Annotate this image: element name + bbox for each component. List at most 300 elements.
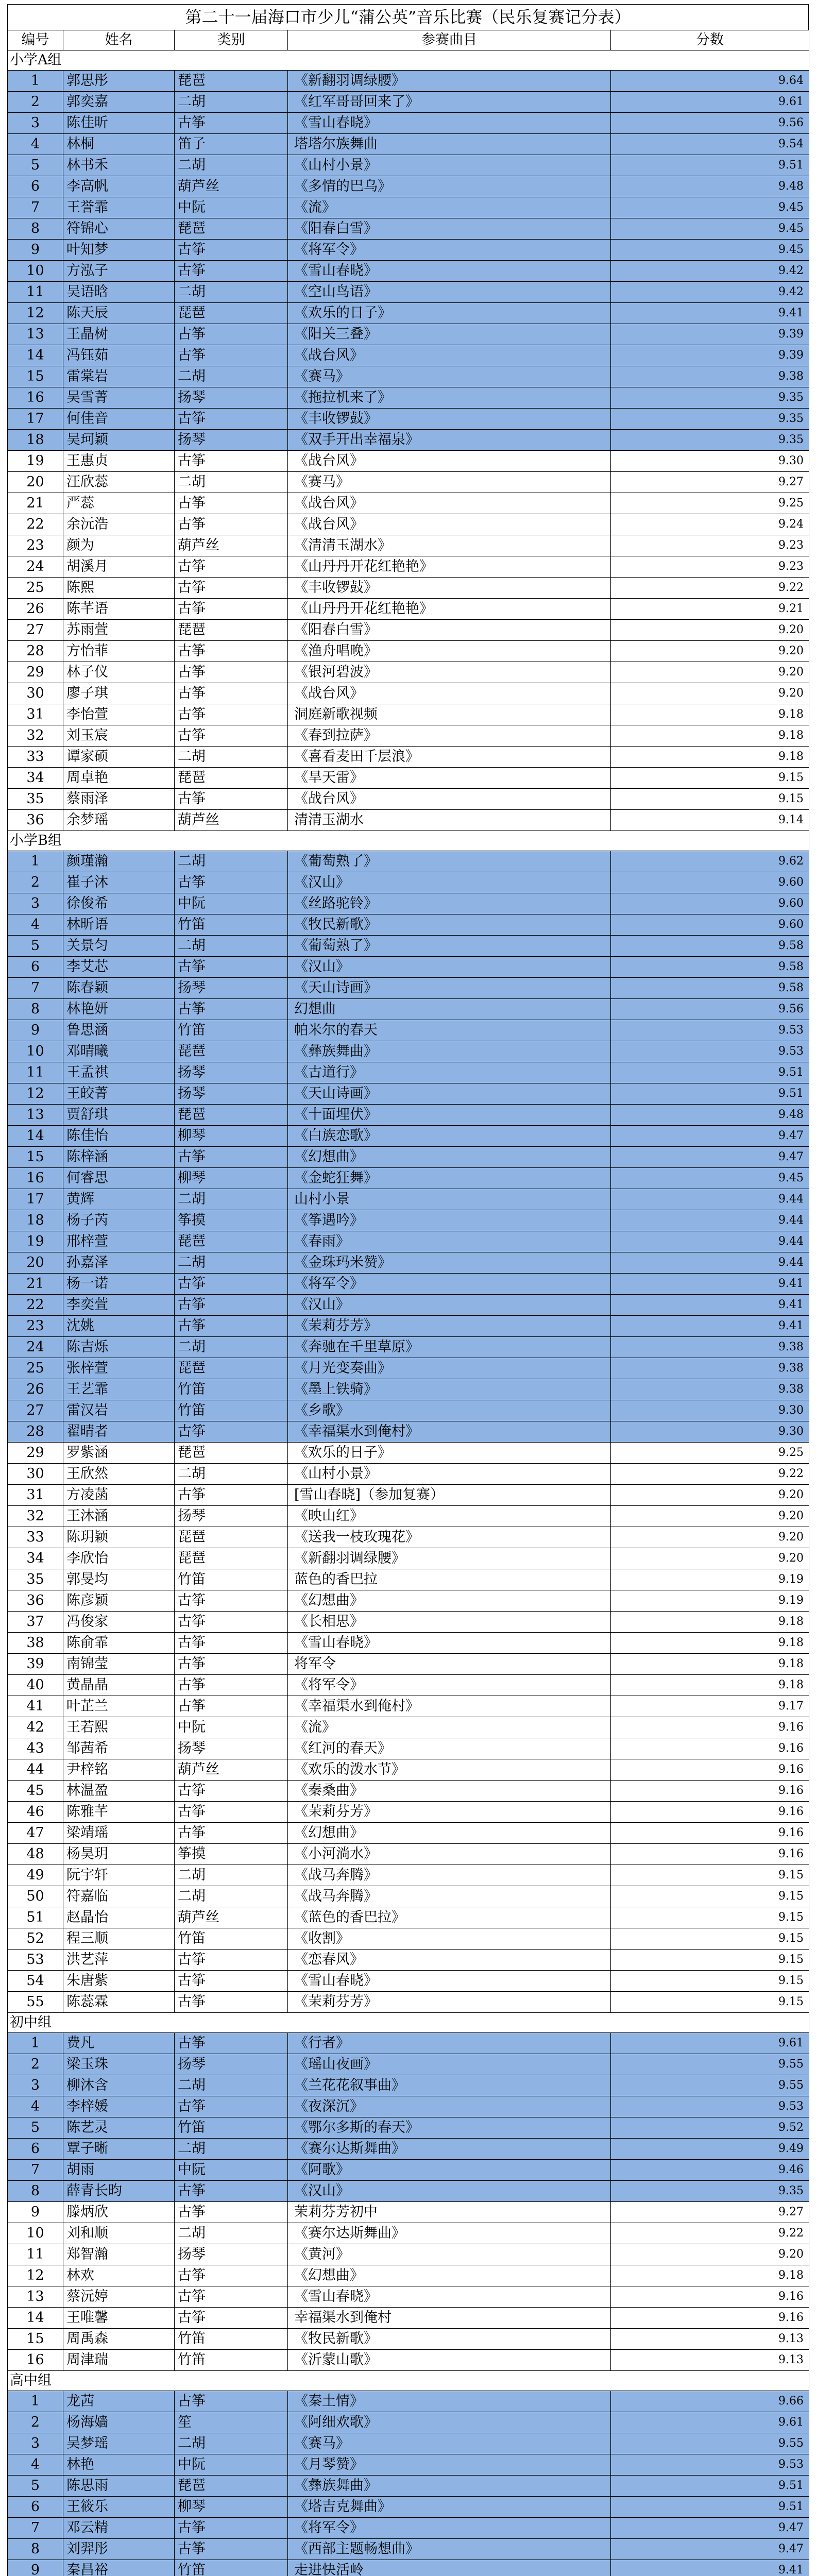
- score-value: 9.20: [611, 1548, 809, 1569]
- entry-number: 25: [8, 578, 63, 599]
- contestant-name: 吴语晗: [63, 282, 175, 303]
- score-value: 9.64: [611, 71, 809, 92]
- table-row: [8, 1717, 809, 1738]
- piece-title: 《汉山》: [288, 2181, 611, 2202]
- score-value: 9.45: [611, 240, 809, 261]
- entry-number: 12: [8, 2265, 63, 2286]
- score-value: 9.23: [611, 535, 809, 556]
- instrument-type: 古筝: [175, 1781, 288, 1802]
- contestant-name: 陈天辰: [63, 303, 175, 324]
- entry-number: 7: [8, 978, 63, 999]
- entry-number: 14: [8, 1126, 63, 1147]
- piece-title: 《阿细欢歌》: [288, 2412, 611, 2433]
- table-row: [8, 1400, 809, 1421]
- table-row: [8, 2350, 809, 2371]
- contestant-name: 林桐: [63, 134, 175, 155]
- score-value: 9.16: [611, 1802, 809, 1823]
- score-value: 9.13: [611, 2350, 809, 2371]
- table-row: [8, 2433, 809, 2454]
- contestant-name: 王沐涵: [63, 1506, 175, 1527]
- piece-title: 《葡萄熟了》: [288, 851, 611, 872]
- instrument-type: 扬琴: [175, 430, 288, 451]
- instrument-type: 古筝: [175, 872, 288, 893]
- table-row: [8, 1274, 809, 1295]
- piece-title: 《山丹丹开花红艳艳》: [288, 599, 611, 620]
- piece-title: 《收割》: [288, 1928, 611, 1950]
- group-title: 高中组: [8, 2371, 809, 2391]
- instrument-type: 二胡: [175, 851, 288, 872]
- piece-title: 《将军令》: [288, 1675, 611, 1696]
- entry-number: 9: [8, 2560, 63, 2576]
- entry-number: 27: [8, 620, 63, 641]
- table-row: [8, 1020, 809, 1041]
- table-row: [8, 599, 809, 620]
- entry-number: 20: [8, 472, 63, 493]
- entry-number: 51: [8, 1907, 63, 1928]
- entry-number: 18: [8, 1210, 63, 1231]
- piece-title: 《春到拉萨》: [288, 725, 611, 747]
- entry-number: 31: [8, 704, 63, 725]
- instrument-type: 扬琴: [175, 1506, 288, 1527]
- piece-title: 《彝族舞曲》: [288, 2476, 611, 2497]
- table-row: [8, 1421, 809, 1443]
- score-value: 9.15: [611, 1865, 809, 1886]
- instrument-type: 古筝: [175, 1316, 288, 1337]
- score-value: 9.15: [611, 789, 809, 810]
- contestant-name: 覃子晰: [63, 2139, 175, 2160]
- table-row: [8, 303, 809, 324]
- contestant-name: 吴梦瑶: [63, 2433, 175, 2454]
- score-value: 9.14: [611, 810, 809, 831]
- instrument-type: 古筝: [175, 957, 288, 978]
- score-value: 9.38: [611, 366, 809, 387]
- entry-number: 3: [8, 893, 63, 914]
- contestant-name: 王誉霏: [63, 197, 175, 218]
- table-row: [8, 535, 809, 556]
- piece-title: 幸福渠水到俺村: [288, 2308, 611, 2329]
- instrument-type: 古筝: [175, 1971, 288, 1992]
- score-value: 9.16: [611, 1781, 809, 1802]
- instrument-type: 柳琴: [175, 1168, 288, 1189]
- score-value: 9.61: [611, 2033, 809, 2054]
- score-value: 9.44: [611, 1231, 809, 1252]
- piece-title: 《雪山春晓》: [288, 2286, 611, 2308]
- entry-number: 33: [8, 1527, 63, 1548]
- instrument-type: 琵琶: [175, 1105, 288, 1126]
- table-row: [8, 1738, 809, 1759]
- score-value: 9.53: [611, 1020, 809, 1041]
- score-value: 9.18: [611, 2265, 809, 2286]
- contestant-name: 陈玥颖: [63, 1527, 175, 1548]
- contestant-name: 林书禾: [63, 155, 175, 176]
- entry-number: 15: [8, 366, 63, 387]
- instrument-type: 古筝: [175, 2202, 288, 2223]
- piece-title: 《幸福渠水到俺村》: [288, 1421, 611, 1443]
- score-value: 9.60: [611, 872, 809, 893]
- piece-title: 《幻想曲》: [288, 1823, 611, 1844]
- entry-number: 28: [8, 1421, 63, 1443]
- entry-number: 1: [8, 71, 63, 92]
- instrument-type: 竹笛: [175, 914, 288, 936]
- entry-number: 9: [8, 2202, 63, 2223]
- table-row: [8, 914, 809, 936]
- score-value: 9.25: [611, 493, 809, 514]
- instrument-type: 古筝: [175, 1485, 288, 1506]
- contestant-name: 李奕萱: [63, 1295, 175, 1316]
- table-row: [8, 2244, 809, 2265]
- score-value: 9.58: [611, 957, 809, 978]
- entry-number: 12: [8, 303, 63, 324]
- piece-title: 《战台风》: [288, 345, 611, 366]
- score-value: 9.48: [611, 1105, 809, 1126]
- entry-number: 5: [8, 2476, 63, 2497]
- score-value: 9.15: [611, 1950, 809, 1971]
- contestant-name: 刘羿彤: [63, 2539, 175, 2560]
- score-value: 9.39: [611, 324, 809, 345]
- entry-number: 2: [8, 92, 63, 113]
- entry-number: 37: [8, 1612, 63, 1633]
- instrument-type: 二胡: [175, 366, 288, 387]
- table-row: [8, 957, 809, 978]
- score-value: 9.53: [611, 2454, 809, 2476]
- instrument-type: 古筝: [175, 1802, 288, 1823]
- piece-title: 《赛尔达斯舞曲》: [288, 2223, 611, 2244]
- piece-title: 《金珠玛米赞》: [288, 1252, 611, 1274]
- header-type: 类别: [175, 30, 288, 50]
- instrument-type: 古筝: [175, 2518, 288, 2539]
- contestant-name: 邓云精: [63, 2518, 175, 2539]
- contestant-name: 秦昌裕: [63, 2560, 175, 2576]
- score-value: 9.38: [611, 1358, 809, 1379]
- entry-number: 5: [8, 936, 63, 957]
- entry-number: 3: [8, 2433, 63, 2454]
- piece-title: 走进快活岭: [288, 2560, 611, 2576]
- score-value: 9.66: [611, 2391, 809, 2412]
- instrument-type: 古筝: [175, 683, 288, 704]
- contestant-name: 朱唐紫: [63, 1971, 175, 1992]
- piece-title: 《将军令》: [288, 2518, 611, 2539]
- instrument-type: 扬琴: [175, 1062, 288, 1083]
- table-row: [8, 1907, 809, 1928]
- instrument-type: 琵琶: [175, 303, 288, 324]
- contestant-name: 胡雨: [63, 2160, 175, 2181]
- entry-number: 11: [8, 2244, 63, 2265]
- piece-title: 《将军令》: [288, 240, 611, 261]
- piece-title: 茉莉芬芳初中: [288, 2202, 611, 2223]
- entry-number: 30: [8, 683, 63, 704]
- score-value: 9.16: [611, 1759, 809, 1781]
- instrument-type: 柳琴: [175, 2497, 288, 2518]
- score-value: 9.23: [611, 556, 809, 578]
- score-value: 9.51: [611, 155, 809, 176]
- instrument-type: 葫芦丝: [175, 1759, 288, 1781]
- table-row: [8, 747, 809, 768]
- entry-number: 10: [8, 2223, 63, 2244]
- instrument-type: 琵琶: [175, 768, 288, 789]
- table-row: [8, 1358, 809, 1379]
- score-value: 9.20: [611, 683, 809, 704]
- table-row: [8, 1590, 809, 1612]
- piece-title: 《幻想曲》: [288, 1147, 611, 1168]
- table-row: [8, 2054, 809, 2075]
- table-row: [8, 1168, 809, 1189]
- table-row: [8, 1612, 809, 1633]
- piece-title: 《欢乐的泼水节》: [288, 1759, 611, 1781]
- table-row: [8, 2139, 809, 2160]
- piece-title: 《汉山》: [288, 1295, 611, 1316]
- table-row: [8, 472, 809, 493]
- table-row: [8, 1633, 809, 1654]
- score-value: 9.44: [611, 1252, 809, 1274]
- table-row: [8, 810, 809, 831]
- table-row: [8, 1950, 809, 1971]
- contestant-name: 严蕊: [63, 493, 175, 514]
- score-value: 9.52: [611, 2117, 809, 2139]
- entry-number: 7: [8, 2518, 63, 2539]
- group-header-row: [8, 831, 809, 851]
- instrument-type: 二胡: [175, 2075, 288, 2096]
- table-row: [8, 851, 809, 872]
- piece-title: 《葡萄熟了》: [288, 936, 611, 957]
- score-value: 9.13: [611, 2329, 809, 2350]
- contestant-name: 陈蕊霖: [63, 1992, 175, 2013]
- entry-number: 12: [8, 1083, 63, 1105]
- contestant-name: 陈春颖: [63, 978, 175, 999]
- contestant-name: 陈思雨: [63, 2476, 175, 2497]
- entry-number: 2: [8, 2054, 63, 2075]
- contestant-name: 薛青长昀: [63, 2181, 175, 2202]
- entry-number: 6: [8, 2497, 63, 2518]
- instrument-type: 古筝: [175, 1654, 288, 1675]
- score-value: 9.18: [611, 725, 809, 747]
- entry-number: 39: [8, 1654, 63, 1675]
- entry-number: 32: [8, 725, 63, 747]
- score-value: 9.42: [611, 261, 809, 282]
- table-row: [8, 1759, 809, 1781]
- score-value: 9.15: [611, 768, 809, 789]
- instrument-type: 古筝: [175, 514, 288, 535]
- instrument-type: 古筝: [175, 2539, 288, 2560]
- table-row: [8, 71, 809, 92]
- piece-title: 《阿歌》: [288, 2160, 611, 2181]
- table-row: [8, 324, 809, 345]
- piece-title: 《映山红》: [288, 1506, 611, 1527]
- instrument-type: 二胡: [175, 747, 288, 768]
- entry-number: 38: [8, 1633, 63, 1654]
- piece-title: 《战台风》: [288, 789, 611, 810]
- piece-title: 《行者》: [288, 2033, 611, 2054]
- contestant-name: 陈佳怡: [63, 1126, 175, 1147]
- score-value: 9.47: [611, 2539, 809, 2560]
- piece-title: 《丰收锣鼓》: [288, 409, 611, 430]
- contestant-name: 邓晴曦: [63, 1041, 175, 1062]
- entry-number: 55: [8, 1992, 63, 2013]
- instrument-type: 琵琶: [175, 1548, 288, 1569]
- piece-title: 《欢乐的日子》: [288, 303, 611, 324]
- score-value: 9.16: [611, 1717, 809, 1738]
- score-value: 9.16: [611, 1823, 809, 1844]
- piece-title: 《赛尔达斯舞曲》: [288, 2139, 611, 2160]
- instrument-type: 竹笛: [175, 2560, 288, 2576]
- score-value: 9.46: [611, 2160, 809, 2181]
- instrument-type: 琵琶: [175, 1231, 288, 1252]
- contestant-name: 李高帆: [63, 176, 175, 197]
- score-value: 9.30: [611, 451, 809, 472]
- table-row: [8, 430, 809, 451]
- entry-number: 14: [8, 345, 63, 366]
- piece-title: 《喜看麦田千层浪》: [288, 747, 611, 768]
- piece-title: 《彝族舞曲》: [288, 1041, 611, 1062]
- entry-number: 4: [8, 2454, 63, 2476]
- table-row: [8, 704, 809, 725]
- table-row: [8, 366, 809, 387]
- entry-number: 4: [8, 914, 63, 936]
- table-row: [8, 2286, 809, 2308]
- contestant-name: 冯钰茹: [63, 345, 175, 366]
- score-value: 9.15: [611, 1907, 809, 1928]
- table-row: [8, 978, 809, 999]
- piece-title: 《月琴赞》: [288, 2454, 611, 2476]
- contestant-name: 蔡沅婷: [63, 2286, 175, 2308]
- instrument-type: 二胡: [175, 92, 288, 113]
- entry-number: 7: [8, 197, 63, 218]
- entry-number: 3: [8, 2075, 63, 2096]
- contestant-name: 鲁思涵: [63, 1020, 175, 1041]
- table-row: [8, 1654, 809, 1675]
- piece-title: 《蓝色的香巴拉》: [288, 1907, 611, 1928]
- piece-title: 《战马奔腾》: [288, 1865, 611, 1886]
- piece-title: 《流》: [288, 197, 611, 218]
- contestant-name: 陈雅芊: [63, 1802, 175, 1823]
- contestant-name: 王晶树: [63, 324, 175, 345]
- score-value: 9.41: [611, 1295, 809, 1316]
- instrument-type: 古筝: [175, 704, 288, 725]
- table-row: [8, 1992, 809, 2013]
- table-row: [8, 768, 809, 789]
- instrument-type: 古筝: [175, 2181, 288, 2202]
- entry-number: 8: [8, 999, 63, 1020]
- contestant-name: 郭思彤: [63, 71, 175, 92]
- score-value: 9.47: [611, 1126, 809, 1147]
- instrument-type: 古筝: [175, 2096, 288, 2117]
- entry-number: 41: [8, 1696, 63, 1717]
- piece-title: 《幻想曲》: [288, 2265, 611, 2286]
- instrument-type: 扬琴: [175, 1083, 288, 1105]
- instrument-type: 古筝: [175, 641, 288, 662]
- score-value: 9.15: [611, 1971, 809, 1992]
- entry-number: 6: [8, 957, 63, 978]
- piece-title: 《茉莉芬芳》: [288, 1802, 611, 1823]
- instrument-type: 竹笛: [175, 1379, 288, 1400]
- piece-title: 《战台风》: [288, 683, 611, 704]
- table-row: [8, 1062, 809, 1083]
- entry-number: 26: [8, 1379, 63, 1400]
- score-value: 9.41: [611, 1274, 809, 1295]
- contestant-name: 林昕语: [63, 914, 175, 936]
- piece-title: 《春雨》: [288, 1231, 611, 1252]
- contestant-name: 崔子沐: [63, 872, 175, 893]
- entry-number: 42: [8, 1717, 63, 1738]
- instrument-type: 中阮: [175, 1717, 288, 1738]
- table-row: [8, 1189, 809, 1210]
- contestant-name: 邢梓萱: [63, 1231, 175, 1252]
- contestant-name: 汪欣蕊: [63, 472, 175, 493]
- table-row: [8, 451, 809, 472]
- instrument-type: 古筝: [175, 578, 288, 599]
- table-row: [8, 556, 809, 578]
- table-row: [8, 1379, 809, 1400]
- score-value: 9.16: [611, 2308, 809, 2329]
- instrument-type: 古筝: [175, 1295, 288, 1316]
- contestant-name: 梁靖瑶: [63, 1823, 175, 1844]
- instrument-type: 竹笛: [175, 1928, 288, 1950]
- piece-title: 《沂蒙山歌》: [288, 2350, 611, 2371]
- table-row: [8, 725, 809, 747]
- entry-number: 29: [8, 1443, 63, 1464]
- piece-title: 《清清玉湖水》: [288, 535, 611, 556]
- score-value: 9.24: [611, 514, 809, 535]
- group-header-row: [8, 50, 809, 71]
- contestant-name: 廖子琪: [63, 683, 175, 704]
- score-value: 9.35: [611, 430, 809, 451]
- instrument-type: 古筝: [175, 556, 288, 578]
- score-value: 9.16: [611, 2286, 809, 2308]
- contestant-name: 郭奕嘉: [63, 92, 175, 113]
- instrument-type: 琵琶: [175, 1443, 288, 1464]
- contestant-name: 陈芊语: [63, 599, 175, 620]
- entry-number: 16: [8, 1168, 63, 1189]
- contestant-name: 翟晴者: [63, 1421, 175, 1443]
- entry-number: 8: [8, 2539, 63, 2560]
- table-row: [8, 2560, 809, 2576]
- piece-title: 《墨上铁骑》: [288, 1379, 611, 1400]
- entry-number: 35: [8, 789, 63, 810]
- instrument-type: 琵琶: [175, 218, 288, 240]
- contestant-name: 陈佳昕: [63, 113, 175, 134]
- entry-number: 10: [8, 261, 63, 282]
- piece-title: 《牧民新歌》: [288, 2329, 611, 2350]
- instrument-type: 琵琶: [175, 620, 288, 641]
- entry-number: 18: [8, 430, 63, 451]
- score-value: 9.41: [611, 303, 809, 324]
- score-value: 9.61: [611, 92, 809, 113]
- score-value: 9.18: [611, 1612, 809, 1633]
- table-row: [8, 134, 809, 155]
- contestant-name: 邹茜希: [63, 1738, 175, 1759]
- contestant-name: 林温盈: [63, 1781, 175, 1802]
- instrument-type: 二胡: [175, 1886, 288, 1907]
- table-row: [8, 2518, 809, 2539]
- piece-title: 《战马奔腾》: [288, 1886, 611, 1907]
- score-value: 9.15: [611, 1992, 809, 2013]
- instrument-type: 扬琴: [175, 2054, 288, 2075]
- header-name: 姓名: [63, 30, 175, 50]
- piece-title: 《幻想曲》: [288, 1590, 611, 1612]
- piece-title: 《双手开出幸福泉》: [288, 430, 611, 451]
- score-value: 9.51: [611, 2497, 809, 2518]
- score-value: 9.55: [611, 2075, 809, 2096]
- contestant-name: 符锦心: [63, 218, 175, 240]
- table-row: [8, 1781, 809, 1802]
- entry-number: 21: [8, 1274, 63, 1295]
- score-value: 9.58: [611, 978, 809, 999]
- table-row: [8, 662, 809, 683]
- score-value: 9.44: [611, 1189, 809, 1210]
- instrument-type: 竹笛: [175, 1400, 288, 1421]
- contestant-name: 杨一诺: [63, 1274, 175, 1295]
- piece-title: 清清玉湖水: [288, 810, 611, 831]
- contestant-name: 陈熙: [63, 578, 175, 599]
